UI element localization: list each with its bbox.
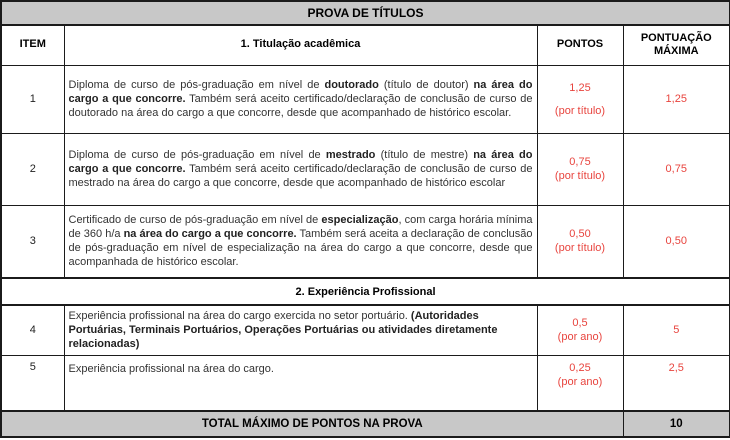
points-value: 0,5 bbox=[572, 317, 588, 330]
points-value: 0,25 bbox=[569, 361, 591, 374]
section-header-row bbox=[1, 278, 730, 305]
item-max-points: 0,50 bbox=[623, 205, 730, 278]
col-header-item: ITEM bbox=[1, 25, 64, 65]
item-points bbox=[537, 305, 623, 355]
table-title: PROVA DE TÍTULOS bbox=[1, 1, 730, 25]
table-row bbox=[1, 65, 730, 133]
item-points bbox=[537, 355, 623, 411]
points-value: 0,75 bbox=[569, 156, 591, 168]
points-unit: (por título) bbox=[554, 242, 606, 255]
item-points bbox=[537, 65, 623, 133]
item-description: Experiência profissional na área do cargo. bbox=[64, 355, 537, 411]
col-header-pontuacao-maxima: PONTUAÇÃO MÁXIMA bbox=[623, 25, 730, 65]
table-row bbox=[1, 133, 730, 205]
item-number: 2 bbox=[1, 133, 64, 205]
item-description: Experiência profissional na área do cargo exercida no setor portuário. (Autoridades Portuárias, Terminais Portuários, Operações Portuárias ou atividades diretamente relacionadas) bbox=[64, 305, 537, 355]
points-value: 0,50 bbox=[569, 228, 591, 241]
item-max-points: 2,5 bbox=[623, 355, 730, 411]
points-unit: (por ano) bbox=[557, 331, 603, 344]
points-unit: (por título) bbox=[554, 104, 606, 117]
table-row bbox=[1, 205, 730, 278]
item-max-points: 1,25 bbox=[623, 65, 730, 133]
table-row bbox=[1, 355, 730, 411]
table-title-row bbox=[1, 1, 730, 25]
item-max-points: 5 bbox=[623, 305, 730, 355]
item-number: 1 bbox=[1, 65, 64, 133]
item-number: 3 bbox=[1, 205, 64, 278]
total-label: TOTAL MÁXIMO DE PONTOS NA PROVA bbox=[1, 411, 623, 437]
item-max-points: 0,75 bbox=[623, 133, 730, 205]
column-header-row bbox=[1, 25, 730, 65]
item-description: Diploma de curso de pós-graduação em nível de mestrado (título de mestre) na área do cargo a que concorre. Também será aceito certificado/declaração de conclusão de curso de mestrado na área do cargo a que concorre, desde que acompanhado de histórico escolar bbox=[64, 133, 537, 205]
col-header-pontos: PONTOS bbox=[537, 25, 623, 65]
item-description: Certificado de curso de pós-graduação em nível de especialização, com carga horária mínima de 360 h/a na área do cargo a que concorre. Também será aceita a declaração de conclusão de pós-graduação em nível de especialização na área do cargo a que concorre, desde que acompanhada de histórico escolar. bbox=[64, 205, 537, 278]
item-points bbox=[537, 205, 623, 278]
item-number: 5 bbox=[1, 355, 64, 411]
total-row bbox=[1, 411, 730, 437]
section-header-experiencia: 2. Experiência Profissional bbox=[1, 278, 730, 305]
item-description: Diploma de curso de pós-graduação em nível de doutorado (título de doutor) na área do cargo a que concorre. Também será aceito certificado/declaração de conclusão de curso de doutorado na área do cargo a que concorre, desde que acompanhado de histórico escolar. bbox=[64, 65, 537, 133]
points-unit: (por ano) bbox=[557, 375, 603, 388]
item-number: 4 bbox=[1, 305, 64, 355]
total-value: 10 bbox=[623, 411, 730, 437]
points-value: 1,25 bbox=[569, 81, 591, 94]
item-points bbox=[537, 133, 623, 205]
points-unit: (por título) bbox=[554, 170, 606, 182]
col-header-titulacao-academica: 1. Titulação acadêmica bbox=[64, 25, 537, 65]
table-row bbox=[1, 305, 730, 355]
